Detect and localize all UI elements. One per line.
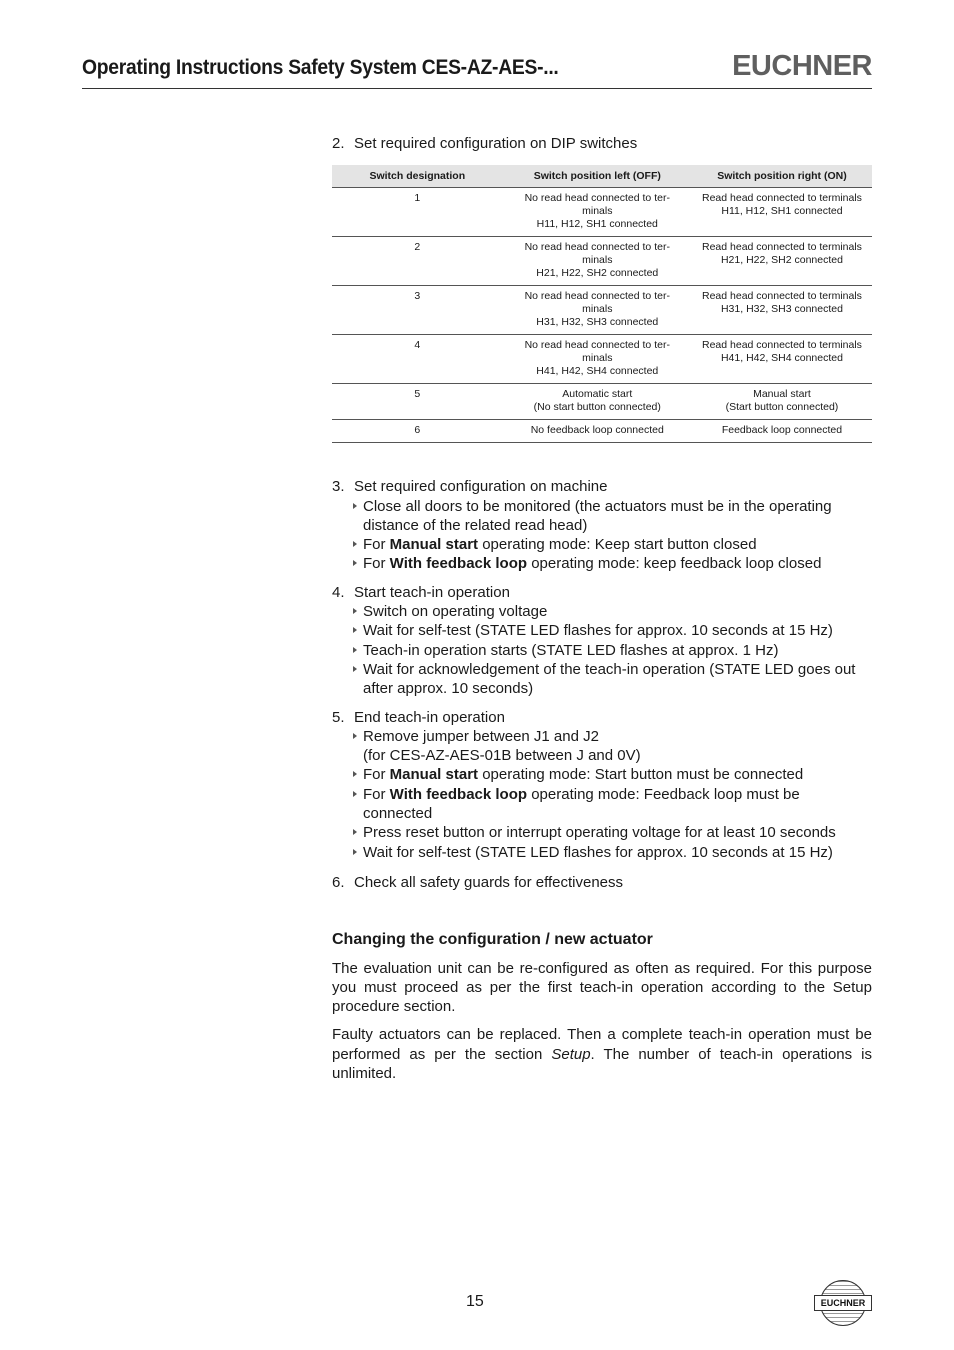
step-number: 3. xyxy=(332,478,345,496)
switch-cell: 3 xyxy=(332,286,503,335)
bullet-arrow-icon xyxy=(353,771,357,777)
switch-cell: 5 xyxy=(332,384,503,420)
seal-text: EUCHNER xyxy=(814,1295,872,1311)
switch-cell: 4 xyxy=(332,335,503,384)
page-number: 15 xyxy=(466,1293,484,1310)
on-cell: Read head connected to terminals H41, H42, SH4 connected xyxy=(692,335,872,384)
bullet-item: Close all doors to be monitored (the actuators must be in the operating distance of the related read head) xyxy=(332,497,872,536)
step-number: 5. xyxy=(332,708,345,726)
bullet-arrow-icon xyxy=(353,733,357,739)
off-cell: No read head connected to ter- minals H31, H32, SH3 connected xyxy=(503,286,692,335)
table-row xyxy=(332,335,872,384)
bullet-item: Teach-in operation starts (STATE LED flashes at approx. 1 Hz) xyxy=(332,641,872,660)
step-text: Set required configuration on machine xyxy=(354,478,608,496)
bullet-item: Switch on operating voltage xyxy=(332,602,872,621)
step-number: 2. xyxy=(332,135,345,152)
bullet-item: Press reset button or interrupt operating voltage for at least 10 seconds xyxy=(332,823,872,842)
bullet-arrow-icon xyxy=(353,666,357,672)
step-2 xyxy=(332,134,872,153)
bullet-arrow-icon xyxy=(353,829,357,835)
bullet-item: For Manual start operating mode: Start button must be connected xyxy=(332,765,872,784)
section-heading: Changing the configuration / new actuator xyxy=(332,931,653,949)
step-text: Set required configuration on DIP switches xyxy=(354,135,638,152)
bullet-item: Wait for self-test (STATE LED flashes for approx. 10 seconds at 15 Hz) xyxy=(332,621,872,640)
step-4 xyxy=(332,583,872,602)
switch-cell: 6 xyxy=(332,420,503,443)
off-cell: Automatic start (No start button connected) xyxy=(503,384,692,420)
on-cell: Feedback loop connected xyxy=(692,420,872,443)
off-cell: No read head connected to ter- minals H11, H12, SH1 connected xyxy=(503,188,692,237)
table-row xyxy=(332,384,872,420)
table-header-row xyxy=(332,165,872,188)
bullet-arrow-icon xyxy=(353,627,357,633)
bullet-item: Wait for acknowledgement of the teach-in operation (STATE LED goes out after approx. 10 seconds) xyxy=(332,660,872,699)
bullet-item: For With feedback loop operating mode: keep feedback loop closed xyxy=(332,554,872,573)
paragraph: Faulty actuators can be replaced. Then a complete teach-in operation must be performed as per the section Setup. The number of teach-in operations is unlimited. xyxy=(332,1026,872,1083)
step-5 xyxy=(332,708,872,727)
bullet-arrow-icon xyxy=(353,791,357,797)
bullet-item: For Manual start operating mode: Keep start button closed xyxy=(332,535,872,554)
step-text: Start teach-in operation xyxy=(354,583,510,601)
switch-cell: 1 xyxy=(332,188,503,237)
step-text: End teach-in operation xyxy=(354,708,505,726)
table-row xyxy=(332,420,872,443)
page-header xyxy=(82,48,872,89)
table-header: Switch position right (ON) xyxy=(692,165,872,188)
bullet-arrow-icon xyxy=(353,647,357,653)
table-header: Switch designation xyxy=(332,165,503,188)
off-cell: No feedback loop connected xyxy=(503,420,692,443)
table-header: Switch position left (OFF) xyxy=(503,165,692,188)
dip-switch-table xyxy=(332,165,872,443)
table-row xyxy=(332,286,872,335)
step-text: Check all safety guards for effectiveness xyxy=(354,873,624,891)
step-6 xyxy=(332,873,872,892)
euchner-logo: EUCHNER xyxy=(732,50,872,82)
bullet-item: For With feedback loop operating mode: Feedback loop must be connected xyxy=(332,785,872,824)
on-cell: Read head connected to terminals H11, H12, SH1 connected xyxy=(692,188,872,237)
bullet-arrow-icon xyxy=(353,503,357,509)
paragraph: The evaluation unit can be re-configured as often as required. For this purpose you must proceed as per the first teach-in operation according to the Setup procedure section. xyxy=(332,959,872,1016)
step-3 xyxy=(332,477,872,496)
bullet-item: Wait for self-test (STATE LED flashes for approx. 10 seconds at 15 Hz) xyxy=(332,843,872,862)
off-cell: No read head connected to ter- minals H41, H42, SH4 connected xyxy=(503,335,692,384)
euchner-seal-logo xyxy=(814,1280,872,1326)
on-cell: Read head connected to terminals H31, H32, SH3 connected xyxy=(692,286,872,335)
off-cell: No read head connected to ter- minals H21, H22, SH2 connected xyxy=(503,237,692,286)
table-row xyxy=(332,188,872,237)
step-number: 6. xyxy=(332,873,345,891)
table-row xyxy=(332,237,872,286)
bullet-arrow-icon xyxy=(353,560,357,566)
page-title: Operating Instructions Safety System CES-AZ-AES-... xyxy=(82,56,559,79)
on-cell: Read head connected to terminals H21, H22, SH2 connected xyxy=(692,237,872,286)
step-number: 4. xyxy=(332,583,345,601)
main-content xyxy=(332,134,872,1092)
switch-cell: 2 xyxy=(332,237,503,286)
on-cell: Manual start (Start button connected) xyxy=(692,384,872,420)
bullet-item: Remove jumper between J1 and J2 (for CES-AZ-AES-01B between J and 0V) xyxy=(332,727,872,766)
bullet-arrow-icon xyxy=(353,608,357,614)
bullet-arrow-icon xyxy=(353,541,357,547)
bullet-arrow-icon xyxy=(353,849,357,855)
